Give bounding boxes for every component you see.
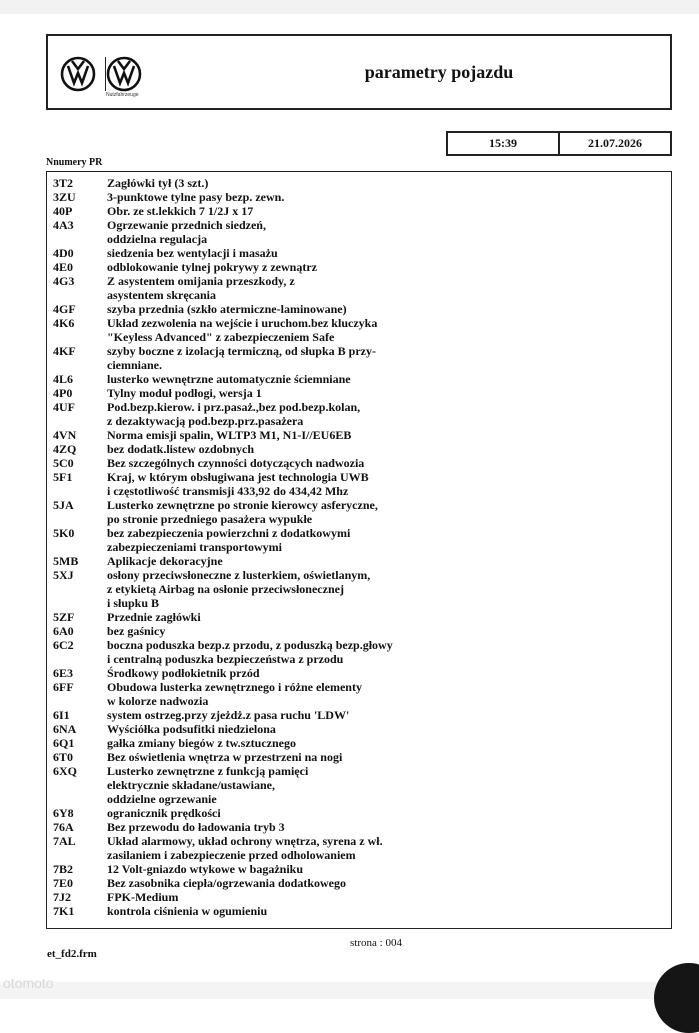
pr-code: 5C0 [53,456,74,470]
pr-code: 4VN [53,428,77,442]
table-row [47,610,671,624]
document-title: parametry pojazdu [364,62,514,82]
pr-code: 6T0 [53,750,74,764]
pr-code: 5JA [53,498,74,512]
pr-description [107,610,671,624]
pr-description-line: system ostrzeg.przy zjeżdż.z pasa ruchu 'LDW' [107,708,350,722]
table-row [47,470,671,498]
pr-description [107,498,671,526]
pr-description [107,456,671,470]
pr-codes-table [46,171,672,929]
top-band [0,0,699,14]
pr-description-line: Aplikacje dekoracyjne [107,554,223,568]
pr-code: 4G3 [53,274,75,288]
pr-description [107,904,671,918]
pr-code: 6Y8 [53,806,74,820]
table-row [47,806,671,820]
pr-description-line: Wyściółka podsufitki niedzielona [107,722,276,736]
pr-code: 5XJ [53,568,74,582]
pr-description-line: Bez oświetlenia wnętrza w przestrzeni na nogi [107,750,343,764]
pr-description-line: zasilaniem i zabezpieczenie przed odholowaniem [107,848,356,862]
pr-code: 4P0 [53,386,73,400]
pr-description [107,764,671,806]
pr-code: 7K1 [53,904,75,918]
table-row [47,372,671,386]
pr-code: 7E0 [53,876,74,890]
pr-description-line: Kraj, w którym obsługiwana jest technologia UWB [107,470,369,484]
pr-description [107,708,671,722]
pr-description-line: 12 Volt-gniazdo wtykowe w bagażniku [107,862,304,876]
pr-description-line: 3-punktowe tylne pasy bezp. zewn. [107,190,285,204]
pr-code: 6I1 [53,708,70,722]
pr-description-line: Obr. ze st.lekkich 7 1/2J x 17 [107,204,254,218]
pr-description-line: Z asystentem omijania przeszkody, z [107,274,295,288]
pr-description [107,876,671,890]
pr-code: 4E0 [53,260,74,274]
pr-code: 3T2 [53,176,74,190]
pr-description [107,442,671,456]
pr-description-line: FPK-Medium [107,890,179,904]
pr-description-line: Lusterko zewnętrzne z funkcją pamięci [107,764,309,778]
pr-description-line: po stronie przedniego pasażera wypukłe [107,512,313,526]
table-row [47,834,671,862]
table-row [47,862,671,876]
brand-logos [58,52,168,100]
pr-code: 6E3 [53,666,74,680]
pr-description [107,260,671,274]
pr-code: 5K0 [53,526,75,540]
table-row [47,428,671,442]
pr-description-line: bez dodatk.listew ozdobnych [107,442,255,456]
table-row [47,386,671,400]
pr-description-line: i centralną poduszka bezpieczeństwa z przodu [107,652,344,666]
table-row [47,218,671,246]
pr-code: 4GF [53,302,76,316]
pr-description [107,316,671,344]
pr-description-line: Układ alarmowy, układ ochrony wnętrza, syrena z wł. [107,834,383,848]
pr-description-line: bez zabezpieczenia powierzchni z dodatkowymi [107,526,351,540]
table-row [47,722,671,736]
table-row [47,456,671,470]
pr-description-line: oddzielne ogrzewanie [107,792,217,806]
pr-description [107,834,671,862]
pr-description [107,386,671,400]
corner-shape [654,963,699,1033]
pr-description-line: Zagłówki tył (3 szt.) [107,176,209,190]
table-row [47,344,671,372]
pr-description-line: Przednie zagłówki [107,610,201,624]
pr-code: 5ZF [53,610,75,624]
pr-code: 76A [53,820,74,834]
pr-description [107,428,671,442]
pr-description-line: siedzenia bez wentylacji i masażu [107,246,278,260]
pr-description [107,246,671,260]
pr-code: 7B2 [53,862,74,876]
table-row [47,246,671,260]
pr-description-line: elektrycznie składane/ustawiane, [107,778,275,792]
table-row [47,204,671,218]
footer-band [0,982,699,999]
pr-description [107,190,671,204]
document-header [46,34,672,110]
pr-description [107,204,671,218]
pr-description-line: lusterko wewnętrzne automatycznie ściemniane [107,372,351,386]
sub-brand-label: Nutzfahrzeuge [106,92,139,98]
table-row [47,274,671,302]
table-row [47,526,671,554]
pr-code: 4A3 [53,218,74,232]
table-row [47,442,671,456]
pr-code: 4D0 [53,246,74,260]
table-row [47,554,671,568]
table-row [47,176,671,190]
section-label: Nnumery PR [46,157,103,168]
pr-description [107,820,671,834]
pr-description-line: osłony przeciwsłoneczne z lusterkiem, oświetlanym, [107,568,371,582]
watermark: otomoto [3,975,54,991]
pr-code: 5F1 [53,470,73,484]
pr-description-line: odblokowanie tylnej pokrywy z zewnątrz [107,260,317,274]
pr-description-line: gałka zmiany biegów z tw.sztucznego [107,736,296,750]
table-row [47,190,671,204]
table-row [47,498,671,526]
pr-description-line: kontrola ciśnienia w ogumieniu [107,904,268,918]
pr-description-line: asystentem skręcania [107,288,216,302]
pr-description-line: Lusterko zewnętrzne po stronie kierowcy asferyczne, [107,498,378,512]
pr-description-line: bez gaśnicy [107,624,166,638]
table-row [47,890,671,904]
table-row [47,316,671,344]
table-row [47,820,671,834]
pr-description [107,890,671,904]
pr-code: 6A0 [53,624,74,638]
pr-description-line: Środkowy podłokietnik przód [107,666,260,680]
pr-code: 5MB [53,554,79,568]
pr-description-line: i słupku B [107,596,160,610]
pr-description-line: i częstotliwość transmisji 433,92 do 434,42 Mhz [107,484,349,498]
pr-code: 6FF [53,680,74,694]
pr-description-line: "Keyless Advanced" z zabezpieczeniem Safe [107,330,335,344]
pr-description [107,274,671,302]
form-name: et_fd2.frm [47,948,97,960]
pr-description-line: Bez zasobnika ciepła/ogrzewania dodatkowego [107,876,346,890]
pr-code: 3ZU [53,190,76,204]
pr-description [107,554,671,568]
table-row [47,638,671,666]
pr-description-line: Norma emisji spalin, WLTP3 M1, N1-I//EU6EB [107,428,352,442]
pr-description-line: ogranicznik prędkości [107,806,221,820]
pr-description-line: w kolorze nadwozia [107,694,209,708]
table-row [47,260,671,274]
logo-separator [105,57,106,91]
page-number: strona : 004 [350,937,402,949]
pr-description [107,344,671,372]
pr-description [107,750,671,764]
table-row [47,736,671,750]
pr-description [107,176,671,190]
date-value: 21.07.2026 [558,133,670,154]
pr-description [107,666,671,680]
pr-code: 4UF [53,400,75,414]
pr-description [107,624,671,638]
pr-code: 7AL [53,834,76,848]
pr-description-line: boczna poduszka bezp.z przodu, z poduszką bezp.głowy [107,638,393,652]
table-row [47,400,671,428]
table-row [47,680,671,708]
table-row [47,876,671,890]
pr-description [107,806,671,820]
pr-description-line: z dezaktywacją pod.bezp.prz.pasażera [107,414,304,428]
pr-code: 6C2 [53,638,74,652]
table-row [47,708,671,722]
pr-description [107,372,671,386]
pr-code: 40P [53,204,73,218]
pr-description-line: Bez szczególnych czynności dotyczących nadwozia [107,456,365,470]
pr-description [107,400,671,428]
pr-description-line: Ogrzewanie przednich siedzeń, [107,218,266,232]
table-row [47,302,671,316]
pr-description-line: zabezpieczeniami transportowymi [107,540,282,554]
pr-description [107,568,671,610]
pr-code: 6NA [53,722,77,736]
table-row [47,624,671,638]
pr-description [107,722,671,736]
pr-code: 7J2 [53,890,71,904]
table-row [47,568,671,610]
pr-code: 4L6 [53,372,74,386]
pr-description-line: oddzielna regulacja [107,232,208,246]
table-row [47,666,671,680]
pr-description [107,302,671,316]
pr-code: 4K6 [53,316,75,330]
time-value: 15:39 [489,136,517,150]
pr-description-line: ciemniane. [107,358,162,372]
pr-code: 6Q1 [53,736,75,750]
pr-code: 6XQ [53,764,77,778]
pr-code: 4KF [53,344,76,358]
table-row [47,750,671,764]
pr-description-line: szyby boczne z izolacją termiczną, od słupka B przy- [107,344,376,358]
pr-description-line: Układ zezwolenia na wejście i uruchom.bez kluczyka [107,316,378,330]
datetime-box [446,131,672,156]
pr-description-line: Tylny moduł podłogi, wersja 1 [107,386,262,400]
table-row [47,764,671,806]
pr-description-line: z etykietą Airbag na osłonie przeciwsłonecznej [107,582,344,596]
pr-description [107,470,671,498]
pr-code: 4ZQ [53,442,77,456]
pr-codes-list [47,176,671,918]
pr-description [107,736,671,750]
pr-description-line: Bez przewodu do ładowania tryb 3 [107,820,285,834]
pr-description [107,218,671,246]
table-row [47,904,671,918]
pr-description [107,638,671,666]
pr-description-line: Obudowa lusterka zewnętrznego i różne elementy [107,680,362,694]
pr-description-line: szyba przednia (szkło atermiczne-laminowane) [107,302,347,316]
pr-description [107,680,671,708]
pr-description-line: Pod.bezp.kierow. i prz.pasaż.,bez pod.bezp.kolan, [107,400,361,414]
pr-description [107,526,671,554]
pr-description [107,862,671,876]
